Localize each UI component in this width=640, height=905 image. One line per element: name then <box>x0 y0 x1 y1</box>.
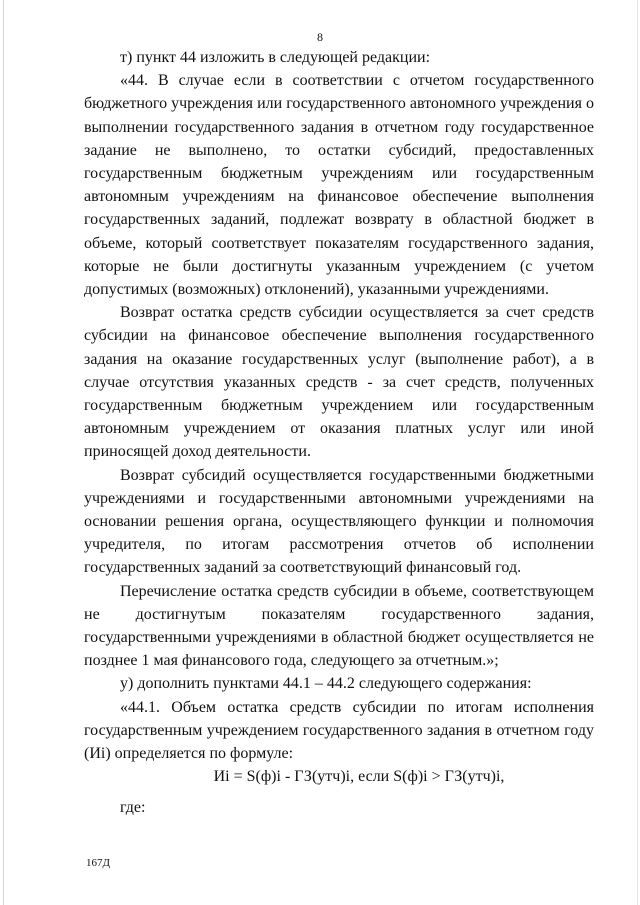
document-code: 167Д <box>86 857 111 869</box>
paragraph-subsidy-return-basis: Возврат субсидий осуществляется государственными бюджетными учреждениями и государственными автономными учреждениями на основании решения органа, осуществляющего функции и полномочия учредителя, по итогам рассмотрения отчетов об исполнении государственных заданий за соответствующий финансовый год. <box>84 466 594 577</box>
where-label: где: <box>120 798 146 816</box>
formula: Иi = S(ф)i - ГЗ(утч)i, если S(ф)i > ГЗ(утч)i, <box>213 768 505 786</box>
paragraph-clause-44: «44. В случае если в соответствии с отчетом государственного бюджетного учреждения или государственного автономного учреждения о выполнении государственного задания в отчетном году государственное задание не выполнено, то остатки субсидий, предоставленных государственным бюджетным учреждениям или государственным автономным учреждениям на финансовое обеспечение выполнения государственных заданий, подлежат возврату в областной бюджет в объеме, который соответствует показателям государственного задания, которые не были достигнуты указанным учреждением (с учетом допустимых (возможных) отклонений), указанными учреждениями. <box>84 72 594 299</box>
page-number: 8 <box>317 30 323 44</box>
paragraph-clause-44-1: «44.1. Объем остатка средств субсидии по итогам исполнения государственным учреждением государственного задания в отчетном году (Иi) определяется по формуле: <box>84 698 594 763</box>
paragraph-item-u: у) дополнить пунктами 44.1 – 44.2 следующего содержания: <box>120 675 532 693</box>
paragraph-transfer-deadline: Перечисление остатка средств субсидии в объеме, соответствующем не достигнутым показателям государственного задания, государственными учреждениями в областной бюджет осуществляется не позднее 1 мая финансового года, следующего за отчетным.»; <box>84 582 594 670</box>
paragraph-subsidy-return-source: Возврат остатка средств субсидии осуществляется за счет средств субсидии на финансовое обеспечение выполнения государственного задания на оказание государственных услуг (выполнение работ), а в случае отсутствия указанных средств - за счет средств, полученных государственным бюджетным учреждением или государственным автономным учреждением от оказания платных услуг или иной приносящей доход деятельности. <box>84 304 594 461</box>
scan-edge-right <box>637 0 638 905</box>
paragraph-item-t: т) пункт 44 изложить в следующей редакции: <box>120 49 431 66</box>
document-body <box>84 46 594 819</box>
scan-edge-left <box>3 0 4 905</box>
